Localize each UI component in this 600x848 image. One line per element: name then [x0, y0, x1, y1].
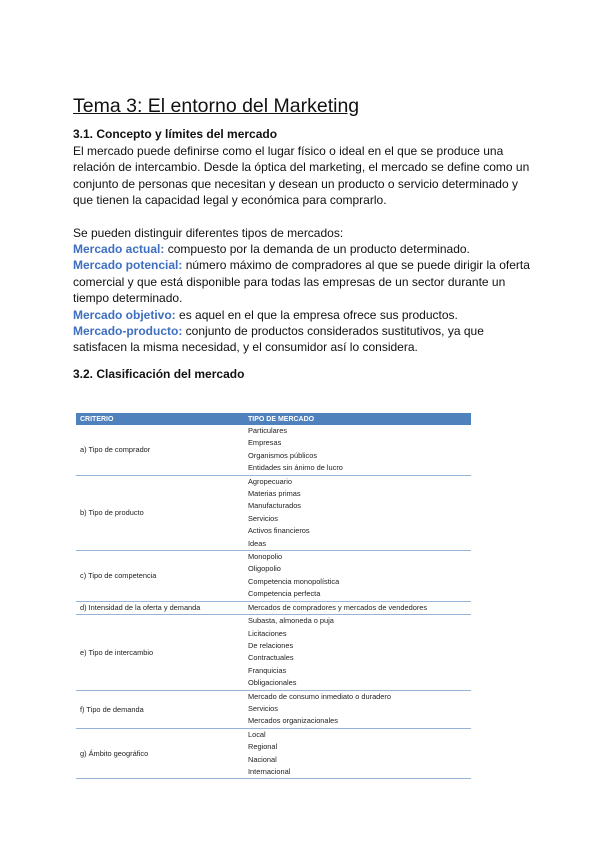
criterio-cell: e) Tipo de intercambio [76, 615, 244, 690]
document-page [73, 94, 533, 383]
tipo-mercado-item: Licitaciones [248, 628, 287, 638]
criterio-cell: c) Tipo de competencia [76, 551, 244, 602]
tipo-mercado-item: Entidades sin ánimo de lucro [248, 463, 343, 473]
tipo-mercado-item: Contractuales [248, 653, 294, 663]
term-label: Mercado-producto: [73, 324, 183, 339]
tipo-mercado-item: Local [248, 729, 266, 739]
tipo-mercado-item: Empresas [248, 438, 282, 448]
tipo-mercado-item: Obligacionales [248, 678, 297, 688]
table-header-row [76, 413, 471, 425]
definition-mercado-producto [73, 323, 533, 356]
tipo-mercado-item: Oligopolio [248, 564, 281, 574]
tipo-mercado-item: Ideas [248, 538, 267, 548]
header-tipo-mercado: TIPO DE MERCADO [244, 413, 471, 425]
table-row [76, 475, 471, 550]
criterio-cell: a) Tipo de comprador [76, 425, 244, 475]
tipo-mercado-item: Mercados de compradores y mercados de vendedores [248, 602, 428, 612]
tipo-mercado-cell [244, 601, 471, 614]
tipo-mercado-item: Servicios [248, 513, 278, 523]
criterio-cell: f) Tipo de demanda [76, 690, 244, 728]
table-row [76, 690, 471, 728]
tipo-mercado-item: Competencia monopolística [248, 576, 340, 586]
tipo-mercado-item: Regional [248, 742, 278, 752]
types-intro: Se pueden distinguir diferentes tipos de mercados: [73, 225, 344, 240]
tipo-mercado-item: Monopolio [248, 552, 283, 562]
criterio-cell: d) Intensidad de la oferta y demanda [76, 601, 244, 614]
tipo-mercado-item: Materias primas [248, 489, 301, 499]
tipo-mercado-item: Activos financieros [248, 526, 310, 536]
tipo-mercado-item: Subasta, almoneda o puja [248, 616, 334, 626]
section-heading-clasificacion: 3.2. Clasificación del mercado [73, 366, 245, 381]
term-label: Mercado actual: [73, 242, 165, 257]
tipo-mercado-item: Competencia perfecta [248, 589, 321, 599]
intro-paragraph: El mercado puede definirse como el lugar físico o ideal en el que se produce una relación de intercambio. Desde la óptica del marketing, el mercado se define como un conjunto de personas que necesitan y desean un producto o servicio determinado y que tienen la capacidad legal y económica para comprarlo. [73, 144, 530, 208]
tipo-mercado-item: Nacional [248, 754, 277, 764]
tipo-mercado-cell [244, 425, 471, 475]
definition-mercado-potencial [73, 257, 533, 306]
tipo-mercado-item: Franquicias [248, 665, 287, 675]
tipo-mercado-item: Mercado de consumo inmediato o duradero [248, 691, 391, 701]
tipo-mercado-cell [244, 728, 471, 779]
term-text: número máximo de compradores al que se puede dirigir la oferta comercial y que está disponible para todas las empresas de un sector durante un tiempo determinado. [73, 258, 530, 306]
definition-mercado-objetivo [73, 307, 533, 323]
term-label: Mercado objetivo: [73, 307, 176, 322]
classification-table [76, 413, 471, 779]
criterio-cell: g) Ámbito geográfico [76, 728, 244, 779]
term-label: Mercado potencial: [73, 258, 183, 273]
tipo-mercado-cell [244, 690, 471, 728]
term-text: es aquel en el que la empresa ofrece sus productos. [175, 307, 458, 322]
tipo-mercado-item: Servicios [248, 703, 278, 713]
tipo-mercado-item: De relaciones [248, 640, 294, 650]
tipo-mercado-cell [244, 475, 471, 550]
tipo-mercado-item: Mercados organizacionales [248, 716, 338, 726]
tipo-mercado-cell [244, 551, 471, 602]
table-row [76, 615, 471, 690]
tipo-mercado-item: Manufacturados [248, 501, 301, 511]
tipo-mercado-item: Particulares [248, 426, 288, 435]
table-row [76, 551, 471, 602]
tipo-mercado-cell [244, 615, 471, 690]
criterio-cell: b) Tipo de producto [76, 475, 244, 550]
definition-mercado-actual [73, 241, 533, 257]
section-heading-concepto: 3.1. Concepto y límites del mercado [73, 127, 278, 141]
page-title: Tema 3: El entorno del Marketing [73, 95, 360, 117]
table-body [76, 425, 471, 779]
tipo-mercado-item: Agropecuario [248, 476, 292, 486]
table-row [76, 601, 471, 614]
term-text: conjunto de productos considerados sustitutivos, ya que satisfacen la misma necesidad, y el consumidor así lo considera. [73, 324, 484, 355]
table-row [76, 425, 471, 475]
table-row [76, 728, 471, 779]
header-criterio: CRITERIO [76, 413, 244, 425]
tipo-mercado-item: Internacional [248, 766, 291, 776]
tipo-mercado-item: Organismos públicos [248, 450, 318, 460]
term-text: compuesto por la demanda de un producto determinado. [164, 242, 470, 257]
